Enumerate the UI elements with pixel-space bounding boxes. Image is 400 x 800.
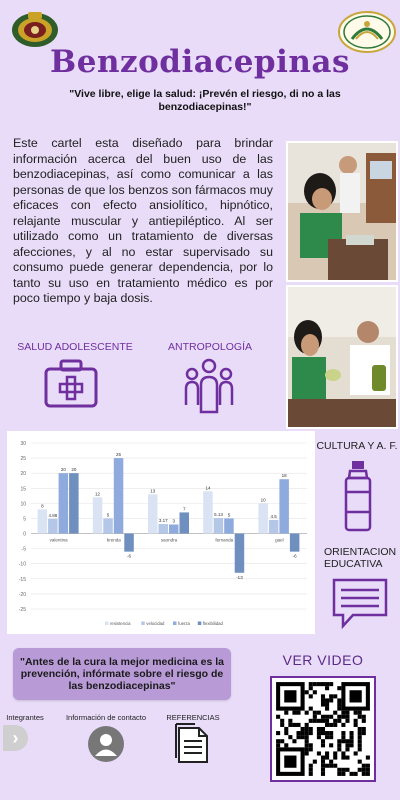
data-label: -6 [292,553,297,559]
bar-flexibilidad [180,512,190,533]
bar-velocidad [103,518,113,533]
prevention-quote: "Antes de la cura la mejor medicina es la prevención, infórmate sobre el riesgo de las benzodiacepinas" [13,648,231,700]
y-tick-label: 15 [20,486,26,493]
integrantes-button[interactable] [3,725,28,751]
legend-label: fuerza [178,621,190,626]
video-qr-code[interactable] [270,676,376,782]
y-tick-label: -10 [18,561,26,568]
integrantes-label: Integrantes [6,713,44,722]
people-group-icon [183,357,235,415]
data-label: 12 [95,491,101,497]
legend-label: resistencia [110,621,131,626]
photo-student-measuring [286,141,398,282]
data-label: 14 [205,485,211,491]
bar-fuerza [114,458,124,533]
bar-chart [7,431,315,634]
bar-resistencia [93,497,103,533]
data-label: 4.88 [48,512,58,518]
bar-velocidad [48,519,58,534]
user-icon [88,726,124,762]
bar-fuerza [169,524,179,533]
data-label: 20 [71,467,77,473]
category-label: fernanda [215,537,234,543]
data-label: 5.13 [214,512,223,518]
fitness-chart [7,431,315,634]
y-tick-label: 25 [20,456,26,463]
category-label: brenda [106,537,121,543]
bar-resistencia [38,509,48,533]
y-tick-label: 30 [20,441,26,447]
ver-video-label[interactable]: VER VIDEO [282,652,364,668]
legend-swatch [198,622,202,626]
data-label: 13 [150,488,156,494]
referencias-label: REFERENCIAS [166,713,220,722]
category-label: valentina [49,537,68,543]
legend-swatch [105,622,109,626]
y-tick-label: 20 [20,471,26,478]
data-label: 25 [116,452,122,458]
y-tick-label: -20 [18,591,26,598]
section-label-salud: SALUD ADOLESCENTE [17,341,133,353]
data-label: 10 [260,497,266,503]
message-icon [331,577,389,629]
bar-flexibilidad [290,534,300,552]
data-label: 20 [60,467,66,473]
chevron-right-icon: › [12,727,19,748]
legend-label: velocidad [146,621,165,626]
data-label: 5 [227,512,231,518]
data-label: 3.17 [158,517,168,523]
bar-fuerza [224,518,234,533]
bar-fuerza [279,479,289,533]
intro-text: Este cartel esta diseñado para brindar información acerca del buen uso de las benzodiacepinas, así como comunicar a las personas de que los benzos son fármacos muy eficaces con efecto ansiolítico, hipnótico, relajante muscular y antiepiléptico. Al ser utilizado como un tratamiento de diversas afecciones, y al no estar supervisado su consumo puede generar dependencia, por lo tanto su uso en tratamiento médico es por poco tiempo y baja dosis. [13,136,273,305]
section-label-antropologia: ANTROPOLOGÍA [167,341,252,353]
legend-swatch [141,622,145,626]
category-label: saondra [160,537,178,543]
bar-velocidad [269,520,279,534]
bar-velocidad [214,518,224,533]
y-tick-label: -5 [21,546,26,553]
data-label: 4.5 [270,513,277,519]
section-label-cultura: CULTURA Y A. F. [316,440,398,452]
section-label-orientacion: ORIENTACION EDUCATIVA [324,546,397,570]
bar-velocidad [159,524,169,534]
bar-flexibilidad [124,534,134,552]
bar-fuerza [59,473,69,533]
data-label: -13 [236,574,243,580]
data-label: 3 [172,518,176,524]
page-title: Benzodiacepinas [50,44,350,80]
contacto-label: Información de contacto [65,713,147,722]
bar-flexibilidad [69,473,79,533]
data-label: 18 [281,473,287,479]
y-tick-label: 5 [23,516,26,523]
y-tick-label: 0 [23,531,26,538]
data-label: 7 [182,506,186,512]
photo-students-drinking [286,285,398,429]
document-icon[interactable] [175,722,211,764]
y-tick-label: 10 [20,501,26,508]
bar-resistencia [148,494,158,533]
y-tick-label: -15 [18,576,26,583]
bar-resistencia [203,491,213,533]
y-tick-label: -25 [18,607,26,613]
category-label: gael [275,537,284,543]
first-aid-kit-icon [43,357,99,409]
water-bottle-icon [343,460,373,532]
bar-resistencia [258,503,268,533]
page-subtitle: "Vive libre, elige la salud: ¡Prevén el riesgo, di no a las benzodiacepinas!" [69,88,341,113]
legend-swatch [173,622,177,626]
legend-label: flexibilidad [202,621,223,626]
contact-button[interactable] [88,726,124,762]
data-label: 5 [106,512,110,518]
data-label: -6 [127,553,132,559]
data-label: 8 [41,503,44,509]
bar-flexibilidad [235,534,245,573]
